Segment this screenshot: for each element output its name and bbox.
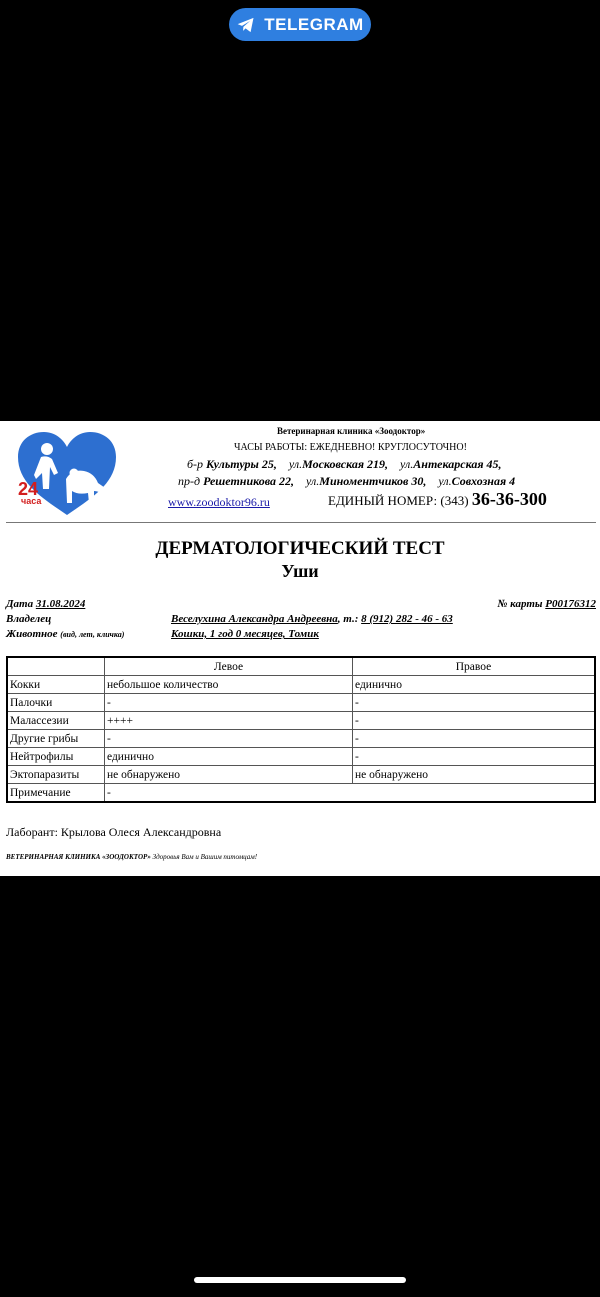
- table-cell: Примечание: [7, 784, 105, 803]
- logo-24: 24: [18, 479, 39, 499]
- website-link[interactable]: www.zoodoktor96.ru: [168, 495, 270, 509]
- phone-label: ЕДИНЫЙ НОМЕР: (343): [328, 493, 472, 508]
- table-cell: -: [353, 712, 596, 730]
- table-cell: единично: [105, 748, 353, 766]
- table-cell: Палочки: [7, 694, 105, 712]
- table-cell: -: [353, 748, 596, 766]
- document-image[interactable]: [0, 421, 600, 876]
- telegram-back-pill[interactable]: [229, 8, 371, 41]
- table-row: [7, 694, 595, 712]
- owner-label: Владелец: [6, 613, 52, 625]
- telegram-icon: [236, 15, 256, 35]
- phone-line: [328, 489, 547, 510]
- owner-phone: 8 (912) 282 - 46 - 63: [361, 613, 453, 625]
- table-part: [7, 657, 595, 676]
- address-line-2: пр-д Решетникова 22, ул.Миноментчиков 30, ул.Совхозная 4: [178, 474, 516, 488]
- table-cell: ++++: [105, 712, 353, 730]
- lab-assistant: Лаборант: Крылова Олеся Александровна: [6, 825, 222, 839]
- document-title: ДЕРМАТОЛОГИЧЕСКИЙ ТЕСТ: [155, 538, 445, 559]
- animal-value: Кошки, 1 год 0 месяцев, Томик: [171, 628, 319, 640]
- phone-number: 36-36-300: [471, 489, 547, 509]
- table-row: [7, 712, 595, 730]
- footer-text: ВЕТЕРИНАРНАЯ КЛИНИКА «ЗООДОКТОР» Здоровья Вам и Вашим питомцам!: [6, 853, 258, 861]
- card-number-line: № карты P00176312: [497, 598, 596, 610]
- table-cell: -: [105, 694, 353, 712]
- table-cell: -: [105, 784, 596, 803]
- results-table: [6, 656, 596, 803]
- address-line-1: б-р Культуры 25, ул.Московская 219, ул.Антекарская 45,: [187, 457, 502, 471]
- table-cell: единично: [353, 676, 596, 694]
- telegram-label: TELEGRAM: [264, 14, 364, 34]
- table-row: [7, 766, 595, 784]
- table-cell: Эктопаразиты: [7, 766, 105, 784]
- table-cell: -: [353, 730, 596, 748]
- table-header-row: [7, 657, 595, 676]
- header-right: Правое: [353, 657, 596, 676]
- table-row: [7, 730, 595, 748]
- date-line: Дата 31.08.2024: [6, 598, 86, 610]
- owner-line: Веселухина Александра Андреевна, т.: 8 (912) 282 - 46 - 63: [171, 613, 453, 625]
- date-value: 31.08.2024: [35, 598, 86, 610]
- table-row: [7, 676, 595, 694]
- table-cell: Нейтрофилы: [7, 748, 105, 766]
- table-row: [7, 748, 595, 766]
- home-indicator[interactable]: [194, 1277, 406, 1283]
- table-part: [7, 676, 595, 803]
- table-row-note: [7, 784, 595, 803]
- clinic-name: Ветеринарная клиника «Зоодоктор»: [277, 426, 426, 436]
- table-cell: Другие грибы: [7, 730, 105, 748]
- table-cell: Кокки: [7, 676, 105, 694]
- header-empty: [7, 657, 105, 676]
- table-cell: -: [353, 694, 596, 712]
- logo-hours-text: часа: [21, 496, 42, 506]
- animal-label: Животное (вид, лет, кличка): [6, 628, 125, 640]
- card-number: P00176312: [545, 598, 596, 610]
- table-cell: -: [105, 730, 353, 748]
- owner-name: Веселухина Александра Андреевна: [171, 613, 338, 625]
- working-hours: ЧАСЫ РАБОТЫ: ЕЖЕДНЕВНО! КРУГЛОСУТОЧНО!: [234, 442, 467, 453]
- table-cell: Малассезии: [7, 712, 105, 730]
- header-divider: [6, 522, 596, 523]
- table-cell: не обнаружено: [353, 766, 596, 784]
- table-cell: небольшое количество: [105, 676, 353, 694]
- header-left: Левое: [105, 657, 353, 676]
- document-subtitle: Уши: [281, 561, 319, 581]
- table-cell: не обнаружено: [105, 766, 353, 784]
